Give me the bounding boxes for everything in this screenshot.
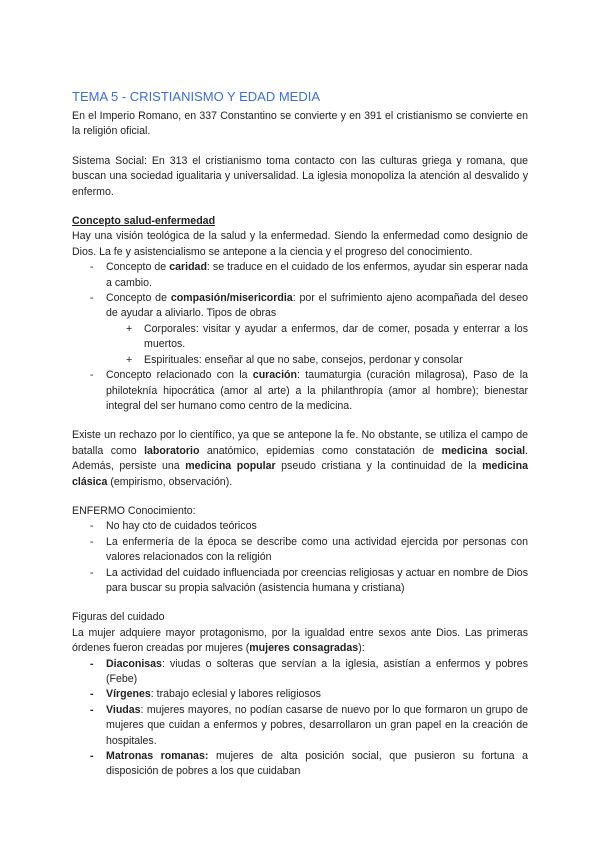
list-item: - La actividad del cuidado influenciada por creencias religiosas y actuar en nombre de Dios para buscar su propia salvación (asistencia humana y cristiana) xyxy=(72,566,528,597)
list-item: - La enfermería de la época se describe como una actividad ejercida por personas con valores relacionados con la religión xyxy=(72,535,528,566)
concepto-list xyxy=(72,260,528,322)
document-page xyxy=(72,88,528,780)
enfermo-heading: ENFERMO Conocimiento: xyxy=(72,504,196,517)
list-item: - Concepto de compasión/misericordia: por el sufrimiento ajeno acompañada del deseo de ayudar a aliviarlo. Tipos de obras xyxy=(72,291,528,322)
figuras-paragraph: La mujer adquiere mayor protagonismo, por la igualdad entre sexos ante Dios. Las primeras órdenes fueron creadas por mujeres (mujeres consagradas): xyxy=(72,626,528,655)
page-title: TEMA 5 - CRISTIANISMO Y EDAD MEDIA xyxy=(72,89,321,104)
list-item: - Vírgenes: trabajo eclesial y labores religiosos xyxy=(72,687,528,702)
list-item: - Diaconisas: viudas o solteras que servían a la iglesia, asistían a enfermos y pobres (Febe) xyxy=(72,657,528,688)
figuras-heading: Figuras del cuidado xyxy=(72,611,165,624)
intro-paragraph: En el Imperio Romano, en 337 Constantino se convierte y en 391 el cristianismo se convierte en la religión oficial. xyxy=(72,110,528,138)
concepto-paragraph: Hay una visión teológica de la salud y la enfermedad. Siendo la enfermedad como designio de Dios. La fe y asistencialismo se antepone a la ciencia y el progreso del conocimiento. xyxy=(72,230,528,258)
list-item: - No hay cto de cuidados teóricos xyxy=(72,519,528,534)
list-item: + Espirituales: enseñar al que no sabe, consejos, perdonar y consolar xyxy=(72,353,528,368)
list-item: - Matronas romanas: mujeres de alta posición social, que pusieron su fortuna a disposición de pobres a los que cuidaban xyxy=(72,749,528,780)
curacion-list xyxy=(72,368,528,414)
obras-list xyxy=(72,322,528,368)
concepto-heading: Concepto salud-enfermedad xyxy=(72,215,216,228)
enfermo-list xyxy=(72,519,528,596)
list-item: - Concepto relacionado con la curación: taumaturgia (curación milagrosa), Paso de la philoteknía hipocrática (amor al arte) a la philanthropía (amor al hombre); bienestar integral del ser humano como centro de la medicina. xyxy=(72,368,528,414)
list-item: - Viudas: mujeres mayores, no podían casarse de nuevo por lo que formaron un grupo de mujeres que cuidan a enfermos y pobres, desarrollaron un gran papel en la creación de hospitales. xyxy=(72,703,528,749)
list-item: - Concepto de caridad: se traduce en el cuidado de los enfermos, ayudar sin esperar nada a cambio. xyxy=(72,260,528,291)
social-paragraph: Sistema Social: En 313 el cristianismo toma contacto con las culturas griega y romana, que buscan una sociedad igualitaria y universalidad. La iglesia monopoliza la atención al desvalido y enfermo. xyxy=(72,154,528,198)
list-item: + Corporales: visitar y ayudar a enfermos, dar de comer, posada y enterrar a los muertos. xyxy=(72,322,528,353)
rechazo-paragraph: Existe un rechazo por lo científico, ya que se antepone la fe. No obstante, se utiliza el campo de batalla como laboratorio anatómico, epidemias como constatación de medicina social. Además, persiste una medicina popular pseudo cristiana y la continuidad de la medicina clásica (empirismo, observación). xyxy=(72,429,529,488)
figuras-list xyxy=(72,657,528,780)
